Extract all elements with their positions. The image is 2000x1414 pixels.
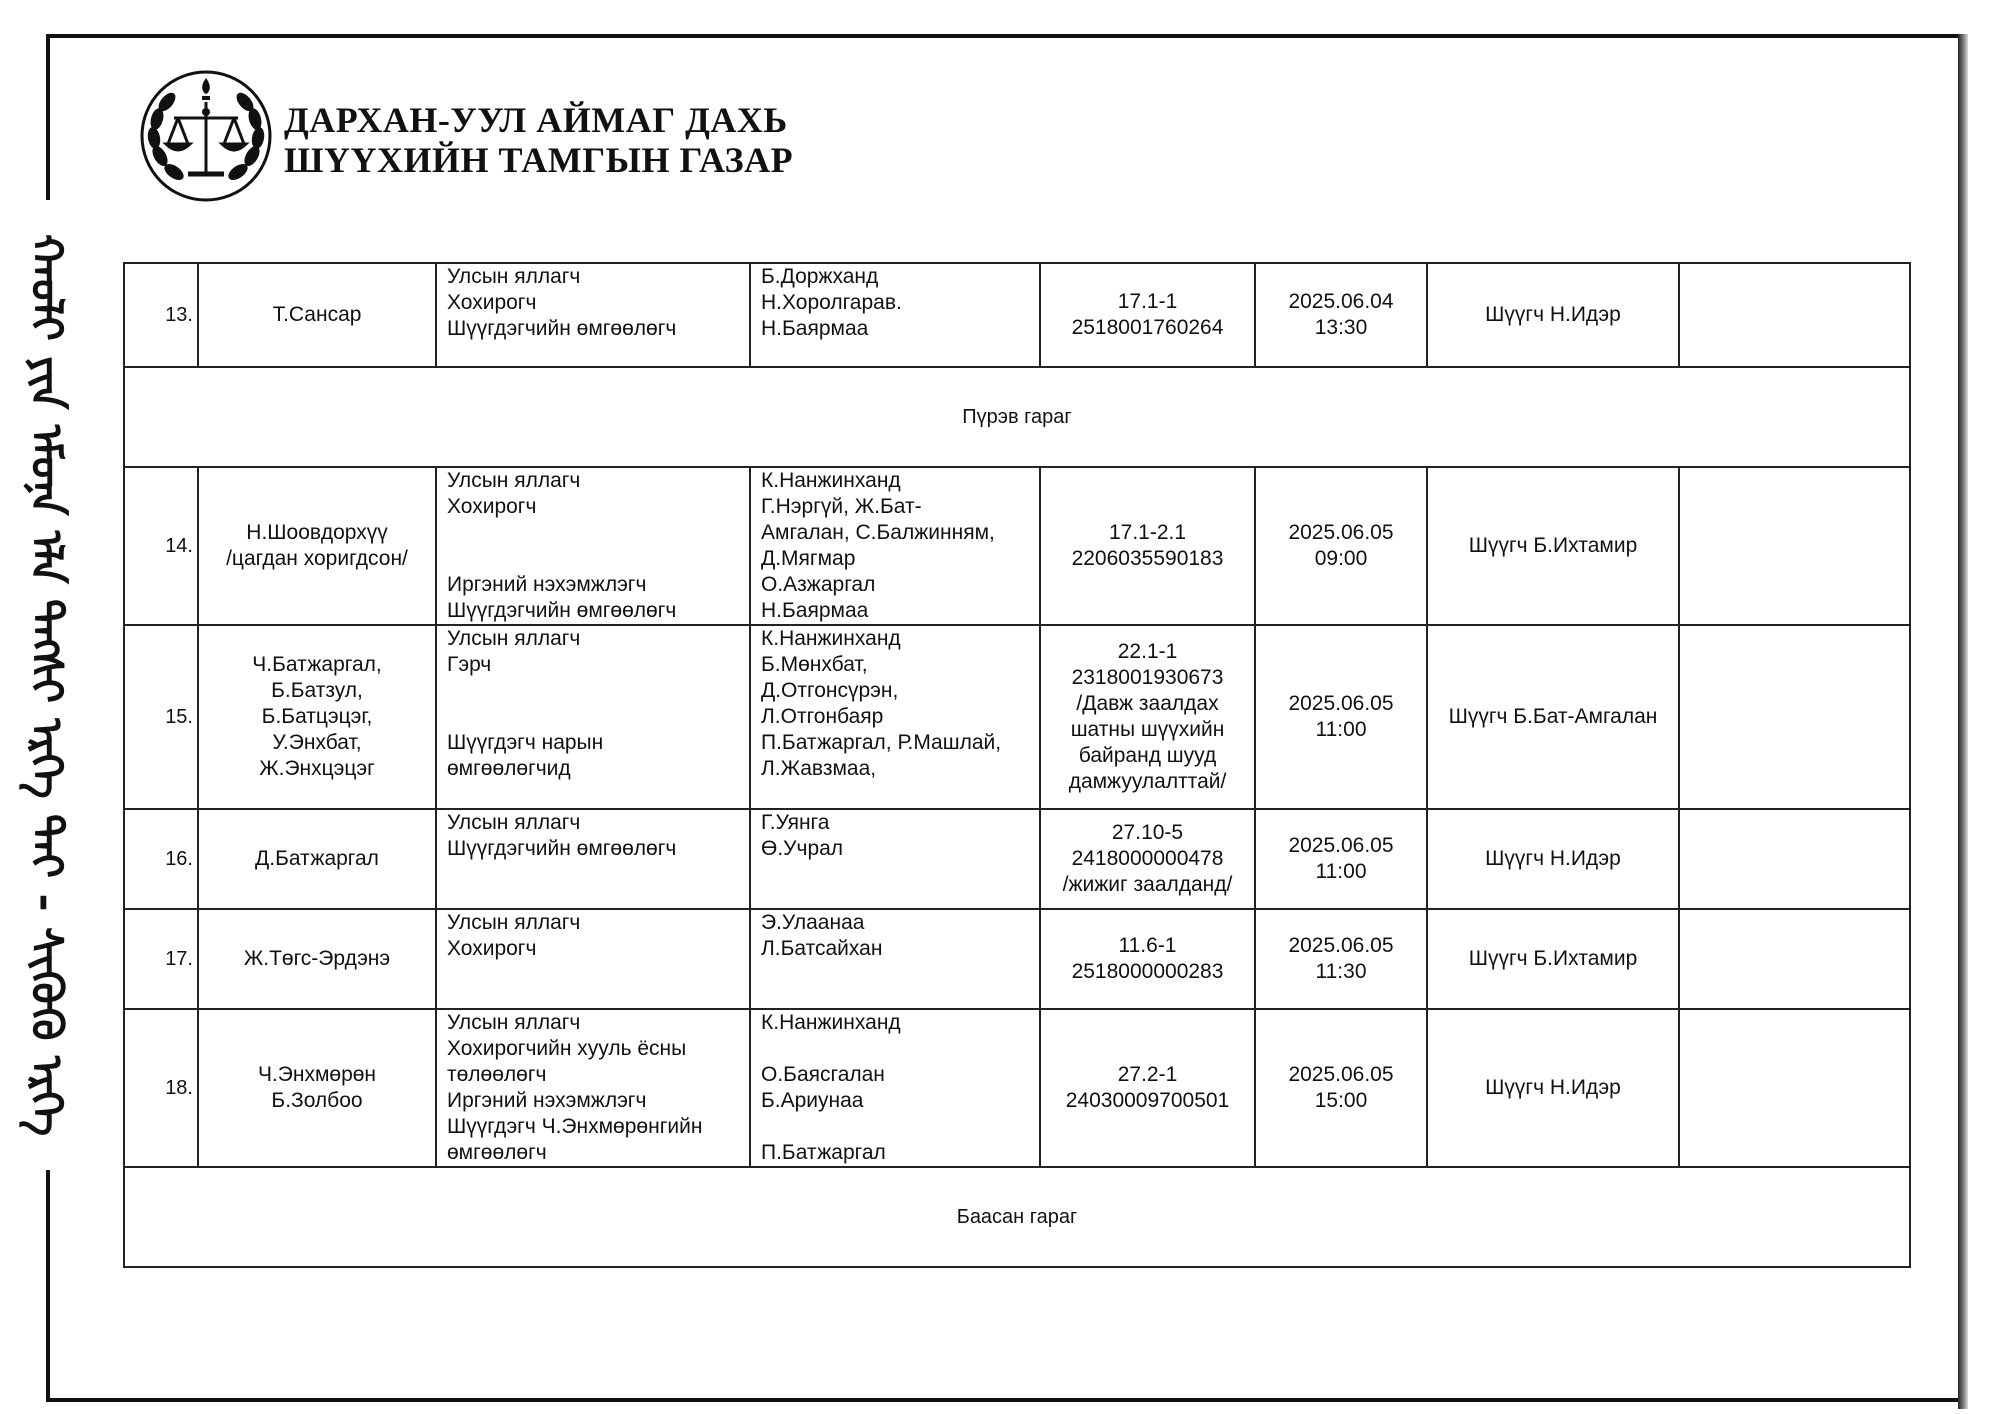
case-reference: 22.1-1 2318001930673 /Давж заалдах шатны шүүхийн байранд шууд дамжуулалттай/ — [1040, 625, 1255, 809]
participant-names: Г.Уянга Ө.Учрал — [750, 809, 1040, 909]
participant-names: К.Нанжинханд О.Баясгалан Б.Ариунаа П.Батжаргал — [750, 1009, 1040, 1167]
participant-names: К.Нанжинханд Б.Мөнхбат, Д.Отгонсүрэн, Л.Отгонбаяр П.Батжаргал, Р.Машлай, Л.Жавзмаа, — [750, 625, 1040, 809]
participant-roles: Улсын яллагч Хохирогч Иргэний нэхэмжлэгч Шүүгдэгчийн өмгөөлөгч — [436, 467, 750, 625]
scan-edge-shadow — [1958, 34, 1968, 1409]
presiding-judge: Шүүгч Н.Идэр — [1427, 809, 1679, 909]
empty-cell — [1679, 467, 1910, 625]
participant-names: Б.Доржханд Н.Хоролгарав. Н.Баярмаа — [750, 263, 1040, 367]
defendant-name: Ж.Төгс-Эрдэнэ — [198, 909, 436, 1009]
hearing-datetime: 2025.06.05 09:00 — [1255, 467, 1427, 625]
table-row — [124, 625, 1910, 809]
organization-title — [284, 100, 793, 180]
empty-cell — [1679, 1009, 1910, 1167]
scales-of-justice-emblem-icon — [138, 68, 274, 204]
participant-names: К.Нанжинханд Г.Нэргүй, Ж.Бат- Амгалан, С.Балжинням, Д.Мягмар О.Азжаргал Н.Баярмаа — [750, 467, 1040, 625]
day-label: Пүрэв гараг — [124, 367, 1910, 467]
presiding-judge: Шүүгч Б.Ихтамир — [1427, 909, 1679, 1009]
participant-roles: Улсын яллагч Хохирогч — [436, 909, 750, 1009]
case-reference: 27.10-5 2418000000478 /жижиг заалданд/ — [1040, 809, 1255, 909]
participant-roles: Улсын яллагч Хохирогч Шүүгдэгчийн өмгөөлөгч — [436, 263, 750, 367]
presiding-judge: Шүүгч Н.Идэр — [1427, 1009, 1679, 1167]
empty-cell — [1679, 809, 1910, 909]
defendant-name: Т.Сансар — [198, 263, 436, 367]
defendant-name: Ч.Энхмөрөн Б.Золбоо — [198, 1009, 436, 1167]
day-separator-row — [124, 367, 1910, 467]
hearing-datetime: 2025.06.05 11:00 — [1255, 625, 1427, 809]
presiding-judge: Шүүгч Б.Ихтамир — [1427, 467, 1679, 625]
participant-roles: Улсын яллагч Гэрч Шүүгдэгч нарын өмгөөлөгчид — [436, 625, 750, 809]
day-label: Баасан гараг — [124, 1167, 1910, 1267]
empty-cell — [1679, 263, 1910, 367]
case-number: 18. — [124, 1009, 198, 1167]
presiding-judge: Шүүгч Н.Идэр — [1427, 263, 1679, 367]
hearing-datetime: 2025.06.05 11:30 — [1255, 909, 1427, 1009]
case-number: 13. — [124, 263, 198, 367]
participant-roles: Улсын яллагч Шүүгдэгчийн өмгөөлөгч — [436, 809, 750, 909]
case-number: 17. — [124, 909, 198, 1009]
defendant-name: Н.Шоовдорхүү /цагдан хоригдсон/ — [198, 467, 436, 625]
empty-cell — [1679, 625, 1910, 809]
case-reference: 17.1-1 2518001760264 — [1040, 263, 1255, 367]
case-reference: 11.6-1 2518000000283 — [1040, 909, 1255, 1009]
mongol-script-sidebar — [10, 200, 82, 1170]
table-row — [124, 809, 1910, 909]
hearing-datetime: 2025.06.04 13:30 — [1255, 263, 1427, 367]
defendant-name: Ч.Батжаргал, Б.Батзул, Б.Батцэцэг, У.Энхбат, Ж.Энхцэцэг — [198, 625, 436, 809]
case-reference: 27.2-1 24030009700501 — [1040, 1009, 1255, 1167]
hearing-datetime: 2025.06.05 11:00 — [1255, 809, 1427, 909]
day-separator-row — [124, 1167, 1910, 1267]
table-row — [124, 909, 1910, 1009]
org-title-line2: ШҮҮХИЙН ТАМГЫН ГАЗАР — [284, 140, 794, 180]
participant-names: Э.Улаанаа Л.Батсайхан — [750, 909, 1040, 1009]
participant-roles: Улсын яллагч Хохирогчийн хууль ёсны төлөөлөгч Иргэний нэхэмжлэгч Шүүгдэгч Ч.Энхмөрөнгийн өмгөөлөгч — [436, 1009, 750, 1167]
case-reference: 17.1-2.1 2206035590183 — [1040, 467, 1255, 625]
case-number: 15. — [124, 625, 198, 809]
case-number: 16. — [124, 809, 198, 909]
mongol-script-text: ᠬᠠᠤᠯᠢ ᠶᠢᠨ ᠡᠮᠦᠨᠡ ᠡᠯᠡ ᠲᠡᠭᠰᠢ ᠡᠷᠬᠡ ᠲᠡᠢ - ᠰᠢᠭᠦᠬᠦ ᠡᠷᠬᠡ — [20, 233, 72, 1137]
table-row — [124, 467, 1910, 625]
court-schedule-table — [123, 262, 1911, 1268]
org-title-line1: ДАРХАН-УУЛ АЙМАГ ДАХЬ — [284, 100, 788, 140]
table-row — [124, 1009, 1910, 1167]
defendant-name: Д.Батжаргал — [198, 809, 436, 909]
presiding-judge: Шүүгч Б.Бат-Амгалан — [1427, 625, 1679, 809]
hearing-datetime: 2025.06.05 15:00 — [1255, 1009, 1427, 1167]
case-number: 14. — [124, 467, 198, 625]
empty-cell — [1679, 909, 1910, 1009]
table-row — [124, 263, 1910, 367]
